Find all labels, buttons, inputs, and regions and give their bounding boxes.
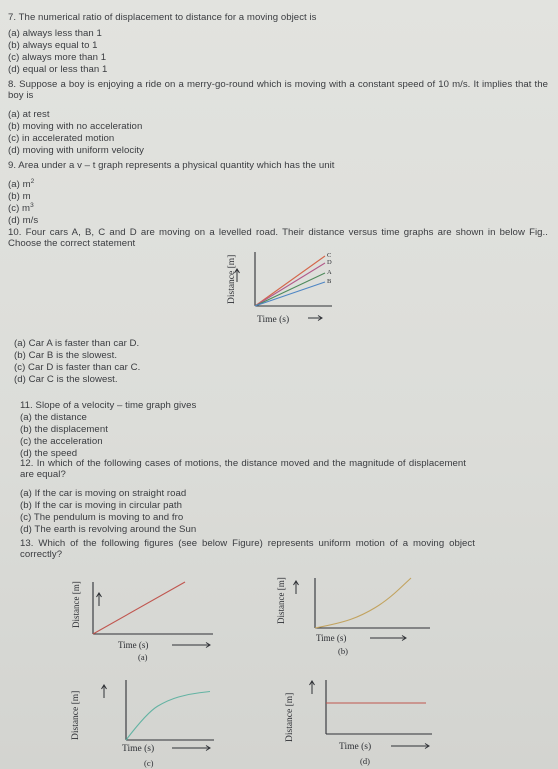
q12-option-c: (c) The pendulum is moving to and fro bbox=[20, 512, 184, 523]
series-label-A: A bbox=[327, 269, 332, 276]
q8-stem: 8. Suppose a boy is enjoying a ride on a merry-go-round which is moving with a constant speed of 10 m/s. It implies that the boy is bbox=[8, 79, 548, 101]
series-label-B: B bbox=[327, 278, 332, 285]
q9-option-c: (c) $m^3$ bbox=[8, 202, 34, 215]
q13-graph-b bbox=[270, 574, 440, 664]
q8-option-a: (a) at rest bbox=[8, 109, 50, 120]
q13-graph-a bbox=[65, 576, 225, 666]
q9-option-d: (d) m/s bbox=[8, 215, 39, 227]
q13-graph-c bbox=[64, 668, 224, 769]
q11-option-b: (b) the displacement bbox=[20, 424, 108, 435]
q8-option-d: (d) moving with uniform velocity bbox=[8, 145, 144, 156]
q7-stem: 7. The numerical ratio of displacement to distance for a moving object is bbox=[8, 12, 317, 23]
series-line-C bbox=[255, 256, 325, 306]
graph-b-caption: (b) bbox=[338, 646, 348, 656]
graph-d-ylabel: Distance [m] bbox=[285, 692, 295, 742]
series-line-D bbox=[255, 263, 325, 306]
q13-graph-d bbox=[278, 666, 438, 769]
q10-xlabel: Time (s) bbox=[257, 315, 290, 325]
q10-ylabel: Distance [m] bbox=[227, 254, 237, 304]
series-line-0 bbox=[315, 578, 411, 628]
graph-d-xlabel: Time (s) bbox=[339, 742, 372, 752]
graph-b-line bbox=[294, 578, 431, 641]
graph-c-xlabel: Time (s) bbox=[122, 744, 155, 754]
q7-option-c: (c) always more than 1 bbox=[8, 52, 107, 63]
series-line-A bbox=[255, 273, 325, 306]
series-line-0 bbox=[93, 582, 185, 634]
q11-option-a: (a) the distance bbox=[20, 412, 87, 423]
graph-a-xlabel: Time (s) bbox=[118, 640, 149, 650]
q11-option-c: (c) the acceleration bbox=[20, 436, 103, 447]
q10-cars-graph bbox=[220, 250, 340, 330]
series-label-C: C bbox=[327, 252, 332, 259]
q7-option-b: (b) always equal to 1 bbox=[8, 40, 98, 51]
q9-stem: 9. Area under a v – t graph represents a physical quantity which has the unit bbox=[8, 160, 335, 171]
q7-option-a: (a) always less than 1 bbox=[8, 28, 102, 39]
series-label-D: D bbox=[327, 259, 332, 266]
q8-option-b: (b) moving with no acceleration bbox=[8, 121, 143, 132]
graph-b-ylabel: Distance [m] bbox=[276, 577, 286, 624]
q12-option-d: (d) The earth is revolving around the Sun bbox=[20, 524, 197, 535]
q11-stem: 11. Slope of a velocity – time graph gives bbox=[20, 400, 197, 411]
q13-stem: 13. Which of the following figures (see below Figure) represents uniform motion of a moving object correctly? bbox=[20, 538, 475, 560]
series-line-0 bbox=[126, 692, 210, 741]
q10-graph-lines bbox=[235, 252, 333, 321]
graph-d-line bbox=[310, 680, 433, 749]
graph-b-xlabel: Time (s) bbox=[316, 633, 347, 643]
q10-option-d: (d) Car C is the slowest. bbox=[14, 374, 118, 385]
graph-a-line bbox=[93, 582, 213, 648]
q10-option-c: (c) Car D is faster than car C. bbox=[14, 362, 141, 373]
q9-option-b: (b) m bbox=[8, 191, 31, 203]
graph-a-ylabel: Distance [m] bbox=[71, 581, 81, 628]
graph-d-caption: (d) bbox=[360, 756, 370, 766]
series-line-B bbox=[255, 282, 325, 306]
q10-option-b: (b) Car B is the slowest. bbox=[14, 350, 118, 361]
q11-option-d: (d) the speed bbox=[20, 448, 78, 459]
graph-a-caption: (a) bbox=[138, 652, 148, 662]
graph-c-ylabel: Distance [m] bbox=[71, 690, 81, 740]
q10-stem: 10. Four cars A, B, C and D are moving on a levelled road. Their distance versus time graphs are shown in below Fig.. Choose the correct statement bbox=[8, 227, 548, 249]
q12-option-b: (b) If the car is moving in circular path bbox=[20, 500, 183, 511]
q12-stem: 12. In which of the following cases of motions, the distance moved and the magnitude of displacement are equal? bbox=[20, 458, 466, 480]
q9-option-a: (a) $m^2$ bbox=[8, 178, 35, 191]
q7-option-d: (d) equal or less than 1 bbox=[8, 64, 108, 75]
graph-c-caption: (c) bbox=[144, 758, 154, 768]
q12-option-a: (a) If the car is moving on straight road bbox=[20, 488, 187, 499]
q10-option-a: (a) Car A is faster than car D. bbox=[14, 338, 140, 349]
q8-option-c: (c) in accelerated motion bbox=[8, 133, 115, 144]
graph-c-line bbox=[102, 680, 215, 751]
